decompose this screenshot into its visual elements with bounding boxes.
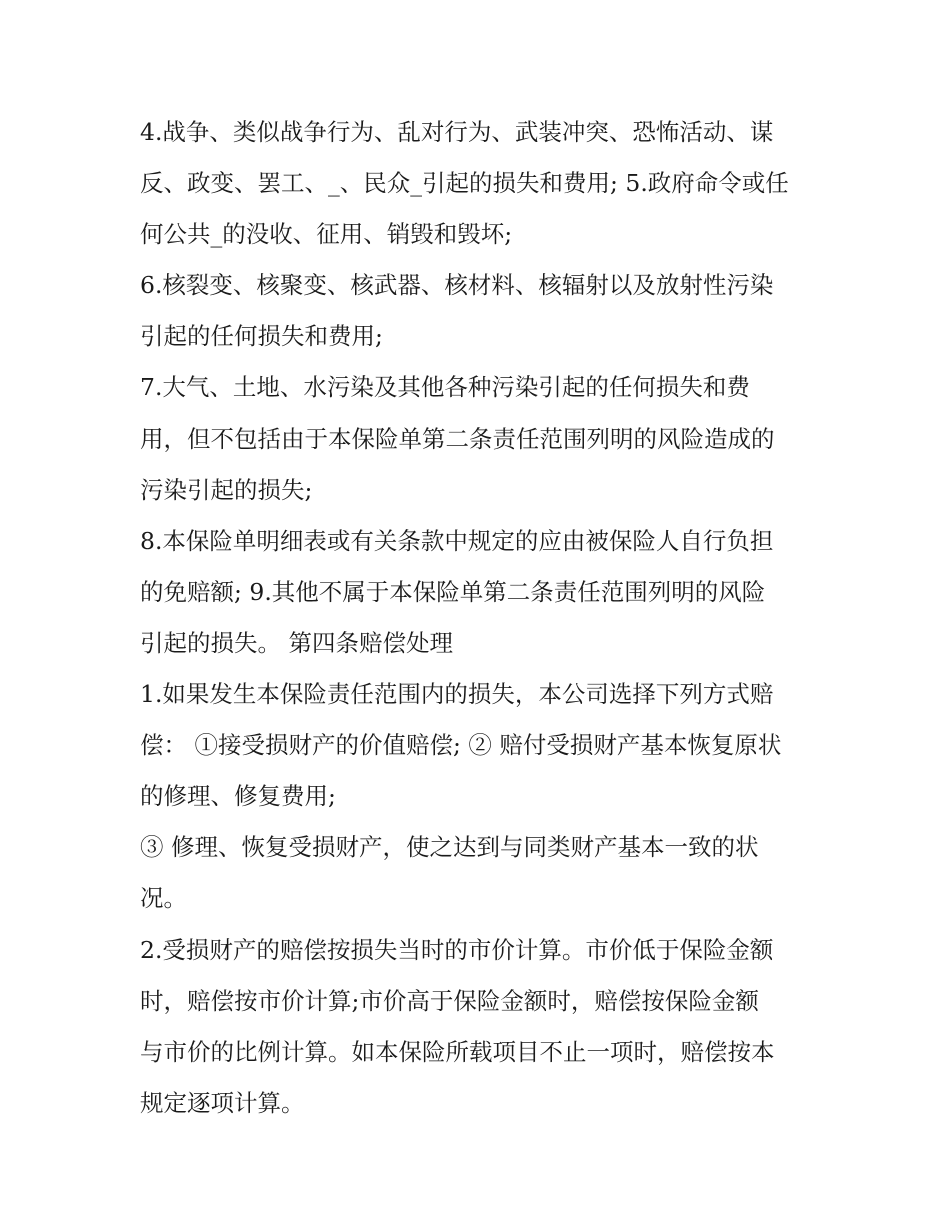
document-body <box>140 107 820 1129</box>
text-line: 1.如果发生本保险责任范围内的损失，本公司选择下列方式赔 <box>140 680 774 709</box>
text-line: 6.核裂变、核聚变、核武器、核材料、核辐射以及放射性污染 <box>140 271 774 300</box>
text-line: 4.战争、类似战争行为、乱对行为、武装冲突、恐怖活动、谋 <box>140 118 774 146</box>
text-line: 7.大气、土地、水污染及其他各种污染引起的任何损失和费 <box>140 373 750 402</box>
text-line: 偿： ①接受损财产的价值赔偿; ② 赔付受损财产基本恢复原状 <box>140 731 782 760</box>
text-line: 何公共_的没收、征用、销毁和毁坏; <box>140 220 513 249</box>
text-line: 2.受损财产的赔偿按损失当时的市价计算。市价低于保险金额 <box>140 935 774 964</box>
text-line: 用，但不包括由于本保险单第二条责任范围列明的风险造成的 <box>140 424 775 453</box>
text-line: 规定逐项计算。 <box>140 1088 305 1117</box>
text-line: 反、政变、罢工、_、民众_引起的损失和费用; 5.政府命令或任 <box>140 169 789 198</box>
text-line: 引起的损失。 第四条赔偿处理 <box>140 628 453 657</box>
text-line: 引起的任何损失和费用; <box>140 322 383 351</box>
text-line: 与市价的比例计算。如本保险所载项目不止一项时，赔偿按本 <box>140 1037 775 1066</box>
text-line: 况。 <box>140 884 187 913</box>
text-line: 的修理、修复费用; <box>140 782 336 811</box>
text-line: 8.本保险单明细表或有关条款中规定的应由被保险人自行负担 <box>140 526 774 555</box>
text-line: ③ 修理、恢复受损财产，使之达到与同类财产基本一致的状 <box>140 833 759 862</box>
text-line: 的免赔额; 9.其他不属于本保险单第二条责任范围列明的风险 <box>140 577 766 606</box>
text-line: 时，赔偿按市价计算;市价高于保险金额时，赔偿按保险金额 <box>140 986 759 1015</box>
text-line: 污染引起的损失; <box>140 475 313 504</box>
